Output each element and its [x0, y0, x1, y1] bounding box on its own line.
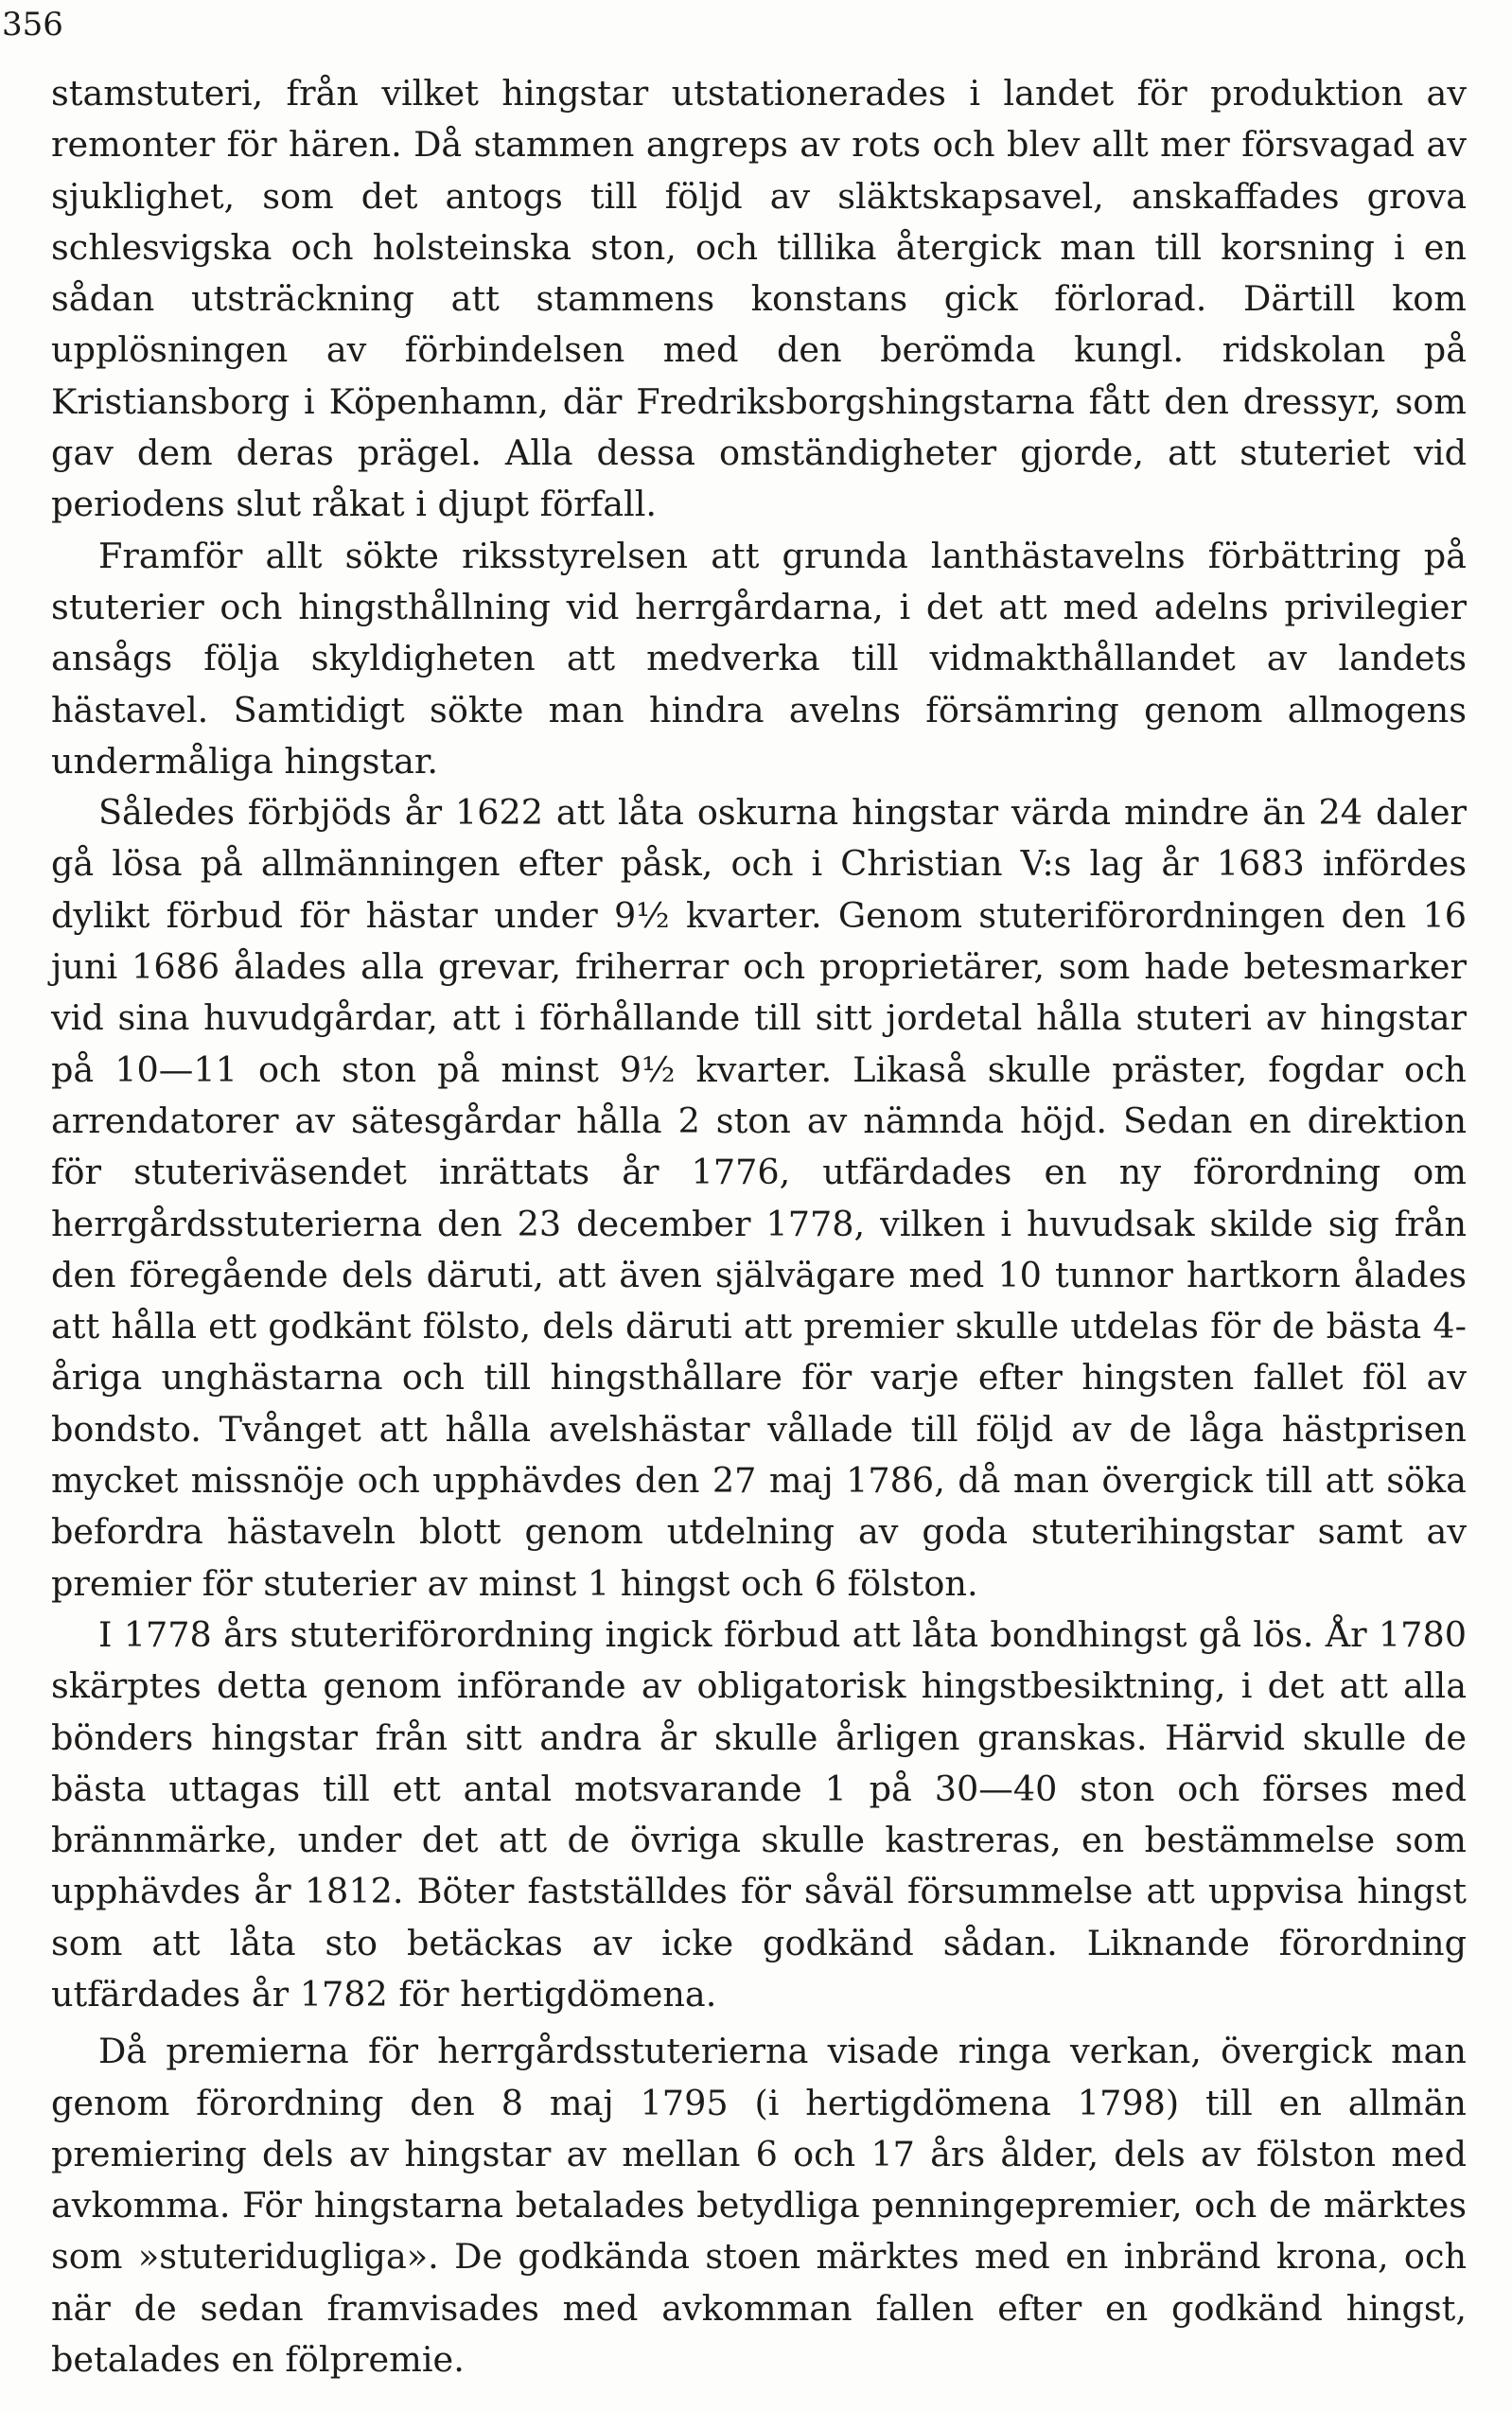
body-text [51, 68, 1467, 2385]
page-number: 356 [2, 6, 63, 44]
paragraph-4: I 1778 års stuteriförordning ingick förbud att låta bondhingst gå lös. År 1780 skärptes detta genom införande av obligatorisk hingstbesiktning, i det att alla bönders hingstar från sitt andra år skulle årligen granskas. Härvid skulle de bästa uttagas till ett antal motsvarande 1 på 30—40 ston och förses med brännmärke, under det att de övriga skulle kastreras, en bestämmelse som upphävdes år 1812. Böter fastställdes för såväl försummelse att uppvisa hingst som att låta sto betäckas av icke godkänd sådan. Liknande förordning utfärdades år 1782 för hertigdömena. [51, 1613, 1467, 2015]
paragraph-1: stamstuteri, från vilket hingstar utstationerades i landet för produktion av remonter för hären. Då stammen angreps av rots och blev allt mer försvagad av sjuklighet, som det antogs till följd av släktskapsavel, anskaffades grova schlesvigska och holsteinska ston, och tillika återgick man till korsning i en sådan utsträckning att stammens konstans gick förlorad. Därtill kom upplösningen av förbindelsen med den berömda kungl. ridskolan på Kristiansborg i Köpenhamn, där Fredriksborgshingstarna fått den dressyr, som gav dem deras prägel. Alla dessa omständigheter gjorde, att stuteriet vid periodens slut råkat i djupt förfall. [51, 73, 1467, 525]
paragraph-2: Framför allt sökte riksstyrelsen att grunda lanthästavelns förbättring på stuterier och hingsthållning vid herrgårdarna, i det att med adelns privilegier ansågs följa skyldigheten att medverka till vidmakthållandet av landets hästavel. Samtidigt sökte man hindra avelns försämring genom allmogens undermåliga hingstar. [51, 535, 1467, 782]
paragraph-3: Således förbjöds år 1622 att låta oskurna hingstar värda mindre än 24 daler gå lösa på allmänningen efter påsk, och i Christian V:s lag år 1683 infördes dylikt förbud för hästar under 9½ kvarter. Genom stuteriförordningen den 16 juni 1686 ålades alla grevar, friherrar och proprietärer, som hade betesmarker vid sina huvudgårdar, att i förhållande till sitt jordetal hålla stuteri av hingstar på 10—11 och ston på minst 9½ kvarter. Likaså skulle präster, fogdar och arrendatorer av sätesgårdar hålla 2 ston av nämnda höjd. Sedan en direktion för stuteriväsendet inrättats år 1776, utfärdades en ny förordning om herrgårdsstuterierna den 23 december 1778, vilken i huvudsak skilde sig från den föregående dels däruti, att även självägare med 10 tunnor hartkorn ålades att hålla ett godkänt fölsto, dels däruti att premier skulle utdelas för de bästa 4-åriga unghästarna och till hingsthållare för varje efter hingsten fallet föl av bondsto. Tvånget att hålla avelshästar vållade till följd av de låga hästprisen mycket missnöje och upphävdes den 27 maj 1786, då man övergick till att söka befordra hästaveln blott genom utdelning av goda stuterihingstar samt av premier för stuterier av minst 1 hingst och 6 fölston. [51, 792, 1467, 1604]
paragraph-5: Då premierna för herrgårdsstuterierna visade ringa verkan, övergick man genom förordning den 8 maj 1795 (i hertigdömena 1798) till en allmän premiering dels av hingstar av mellan 6 och 17 års ålder, dels av fölston med avkomma. För hingstarna betalades betydliga penningepremier, och de märktes som »stuteridugliga». De godkända stoen märktes med en inbränd krona, och när de sedan framvisades med avkomman fallen efter en godkänd hingst, betalades en fölpremie. [51, 2031, 1467, 2381]
